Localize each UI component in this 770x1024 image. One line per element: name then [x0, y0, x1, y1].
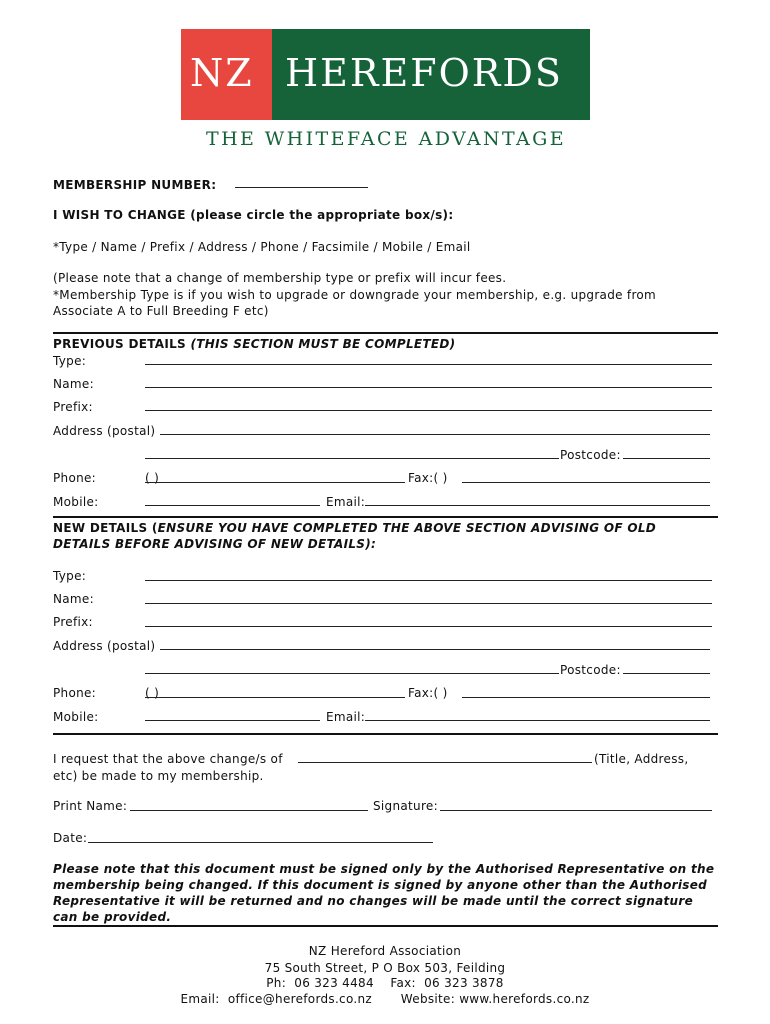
- note-line-1: (Please note that a change of membership type or prefix will incur fees.: [53, 271, 507, 285]
- previous-name-field[interactable]: [145, 387, 712, 388]
- section-divider: [53, 733, 718, 735]
- new-email-label: Email:: [326, 710, 366, 724]
- new-phone-area: ( ): [145, 686, 160, 700]
- previous-prefix-field[interactable]: [145, 410, 712, 411]
- previous-email-label: Email:: [326, 495, 366, 509]
- previous-mobile-field[interactable]: [145, 505, 320, 506]
- new-postcode-label: Postcode:: [560, 663, 621, 677]
- request-line-1-start: I request that the above change/s of: [53, 752, 283, 766]
- new-type-label: Type:: [53, 569, 87, 583]
- logo-tagline: THE WHITEFACE ADVANTAGE: [206, 128, 566, 150]
- footer-email-web: Email: office@herefords.co.nz Website: www.herefords.co.nz: [180, 992, 590, 1006]
- new-name-field[interactable]: [145, 603, 712, 604]
- signing-notice: [53, 861, 714, 925]
- new-name-label: Name:: [53, 592, 94, 606]
- note-line-3: Associate A to Full Breeding F etc): [53, 304, 269, 318]
- footer-org: NZ Hereford Association: [308, 944, 462, 958]
- previous-prefix-label: Prefix:: [53, 400, 93, 414]
- previous-details-heading: PREVIOUS DETAILS (THIS SECTION MUST BE COMPLETED): [53, 337, 456, 351]
- date-field[interactable]: [88, 842, 433, 843]
- membership-number-label: MEMBERSHIP NUMBER:: [53, 178, 217, 192]
- new-details-heading: NEW DETAILS (ENSURE YOU HAVE COMPLETED THE ABOVE SECTION ADVISING OF OLD: [53, 521, 657, 535]
- new-fax-label: Fax:( ): [408, 686, 448, 700]
- new-type-field[interactable]: [145, 580, 712, 581]
- print-name-field[interactable]: [130, 810, 368, 811]
- signature-field[interactable]: [440, 810, 712, 811]
- note-line-2: *Membership Type is if you wish to upgrade or downgrade your membership, e.g. upgrade from: [53, 288, 657, 302]
- membership-number-field[interactable]: [235, 187, 368, 188]
- previous-phone-field[interactable]: [145, 482, 405, 483]
- new-address-line2-field[interactable]: [145, 673, 559, 674]
- previous-phone-label: Phone:: [53, 471, 97, 485]
- notice-line: Representative it will be returned and no changes will be made until the correct signature: [53, 894, 694, 908]
- previous-postcode-field[interactable]: [623, 458, 710, 459]
- previous-address-line2-field[interactable]: [145, 458, 559, 459]
- new-details-heading-line-2: DETAILS BEFORE ADVISING OF NEW DETAILS):: [53, 537, 377, 551]
- previous-name-label: Name:: [53, 377, 94, 391]
- date-label: Date:: [53, 831, 88, 845]
- new-fax-field[interactable]: [462, 697, 710, 698]
- new-prefix-label: Prefix:: [53, 615, 93, 629]
- section-divider: [53, 516, 718, 518]
- previous-fax-label: Fax:( ): [408, 471, 448, 485]
- new-phone-field[interactable]: [145, 697, 405, 698]
- previous-fax-field[interactable]: [462, 482, 710, 483]
- previous-mobile-label: Mobile:: [53, 495, 99, 509]
- new-address-field[interactable]: [160, 649, 710, 650]
- section-divider: [53, 332, 718, 334]
- notice-line: Please note that this document must be signed only by the Authorised Representative on the: [53, 862, 715, 876]
- previous-email-field[interactable]: [365, 505, 710, 506]
- previous-postcode-label: Postcode:: [560, 448, 621, 462]
- notice-line: membership being changed. If this document is signed by anyone other than the Authorised: [53, 878, 708, 892]
- logo-herefords-text: HEREFORDS: [285, 51, 563, 95]
- new-postcode-field[interactable]: [623, 673, 710, 674]
- previous-type-field[interactable]: [145, 364, 712, 365]
- wish-to-change-heading: I WISH TO CHANGE (please circle the appropriate box/s):: [53, 208, 454, 222]
- request-line-1-end: (Title, Address,: [594, 752, 689, 766]
- footer-address: 75 South Street, P O Box 503, Feilding: [264, 961, 506, 975]
- previous-type-label: Type:: [53, 354, 87, 368]
- previous-address-label: Address (postal): [53, 424, 156, 438]
- new-phone-label: Phone:: [53, 686, 97, 700]
- logo-nz-text: NZ: [190, 51, 254, 95]
- new-prefix-field[interactable]: [145, 626, 712, 627]
- change-options: *Type / Name / Prefix / Address / Phone / Facsimile / Mobile / Email: [53, 240, 471, 254]
- request-line-2: etc) be made to my membership.: [53, 769, 264, 783]
- footer-phone-fax: Ph: 06 323 4484 Fax: 06 323 3878: [266, 976, 504, 990]
- new-address-label: Address (postal): [53, 639, 156, 653]
- previous-address-field[interactable]: [160, 434, 710, 435]
- previous-phone-area: ( ): [145, 471, 160, 485]
- section-divider: [53, 925, 718, 927]
- signature-label: Signature:: [373, 799, 438, 813]
- new-mobile-label: Mobile:: [53, 710, 99, 724]
- notice-line: can be provided.: [53, 910, 172, 924]
- new-email-field[interactable]: [365, 720, 710, 721]
- request-change-field[interactable]: [298, 762, 592, 763]
- new-mobile-field[interactable]: [145, 720, 320, 721]
- print-name-label: Print Name:: [53, 799, 128, 813]
